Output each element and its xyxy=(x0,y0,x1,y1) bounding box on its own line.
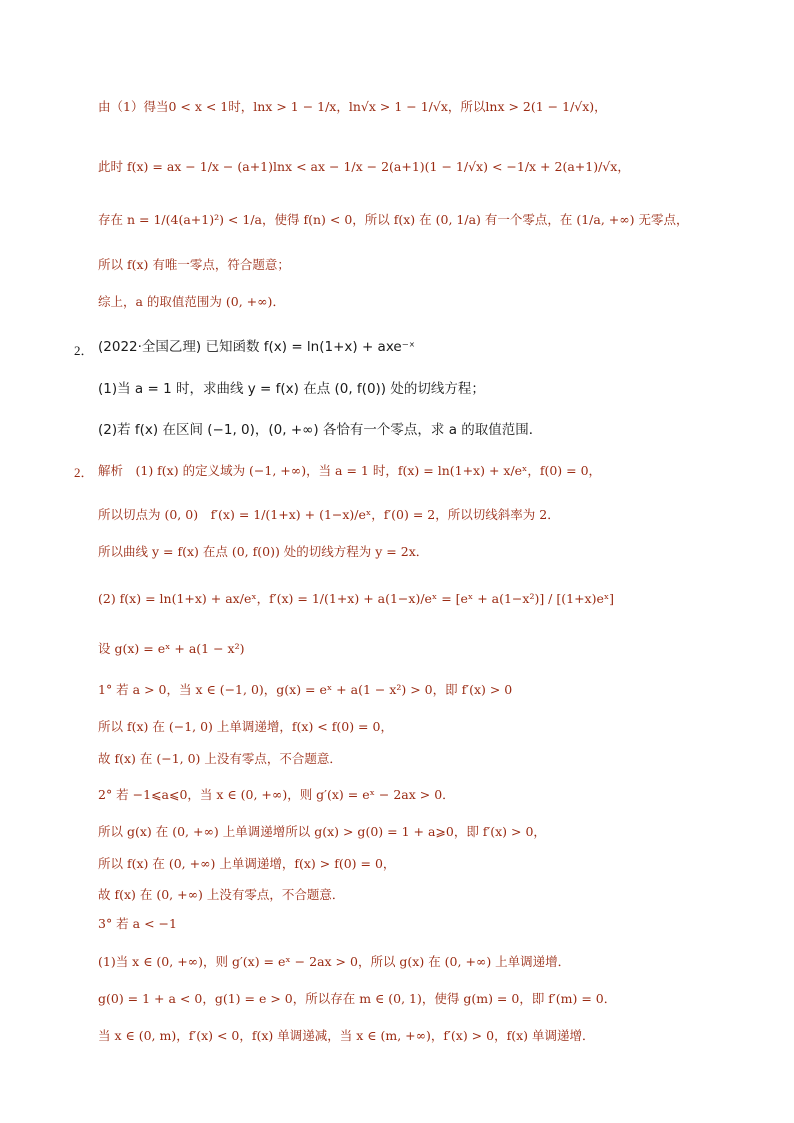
text-line: 所以 f(x) 有唯一零点，符合题意； xyxy=(98,257,290,272)
solution-line: 当 x ∈ (0, m)，f′(x) < 0，f(x) 单调递减，当 x ∈ (m, +∞)，f′(x) > 0，f(x) 单调递增． xyxy=(98,1028,595,1043)
solution-line: 2° 若 −1⩽a⩽0，当 x ∈ (0, +∞)，则 g′(x) = eˣ − 2ax > 0． xyxy=(98,787,455,802)
question-part-1: (1)当 a = 1 时，求曲线 y = f(x) 在点 (0, f(0)) 处的切线方程； xyxy=(98,381,485,397)
solution-line: 所以 g(x) 在 (0, +∞) 上单调递增所以 g(x) > g(0) = 1 + a⩾0，即 f′(x) > 0， xyxy=(98,824,546,839)
solution-line: (1)当 x ∈ (0, +∞)，则 g′(x) = eˣ − 2ax > 0，所以 g(x) 在 (0, +∞) 上单调递增． xyxy=(98,954,571,969)
solution-line: 故 f(x) 在 (0, +∞) 上没有零点，不合题意． xyxy=(98,887,345,902)
solution-line: 设 g(x) = eˣ + a(1 − x²) xyxy=(98,641,245,656)
solution-line: 解析 (1) f(x) 的定义域为 (−1, +∞)，当 a = 1 时，f(x) = ln(1+x) + x/eˣ，f(0) = 0， xyxy=(98,463,602,478)
question-number: 2． xyxy=(74,343,94,358)
solution-line: 所以切点为 (0, 0) f′(x) = 1/(1+x) + (1−x)/eˣ，f′(0) = 2，所以切线斜率为 2． xyxy=(98,507,560,522)
solution-line: 所以 f(x) 在 (0, +∞) 上单调递增，f(x) > f(0) = 0， xyxy=(98,856,396,871)
question-stem: (2022·全国乙理) 已知函数 f(x) = ln(1+x) + axe⁻ˣ xyxy=(98,339,415,355)
solution-line: 1° 若 a > 0，当 x ∈ (−1, 0)，g(x) = eˣ + a(1 − x²) > 0，即 f′(x) > 0 xyxy=(98,682,513,697)
solution-line: 3° 若 a < −1 xyxy=(98,916,177,931)
solution-number: 2． xyxy=(74,465,94,480)
question-part-2: (2)若 f(x) 在区间 (−1, 0)，(0, +∞) 各恰有一个零点，求 a 的取值范围． xyxy=(98,422,543,438)
solution-line: g(0) = 1 + a < 0，g(1) = e > 0，所以存在 m ∈ (0, 1)，使得 g(m) = 0，即 f′(m) = 0． xyxy=(98,991,617,1006)
solution-line: 故 f(x) 在 (−1, 0) 上没有零点，不合题意． xyxy=(98,751,342,766)
solution-line: (2) f(x) = ln(1+x) + ax/eˣ，f′(x) = 1/(1+x) + a(1−x)/eˣ = [eˣ + a(1−x²)] / [(1+x)eˣ] xyxy=(98,591,615,606)
text-line: 综上，a 的取值范围为 (0, +∞)． xyxy=(98,294,285,309)
text-line: 此时 f(x) = ax − 1/x − (a+1)lnx < ax − 1/x − 2(a+1)(1 − 1/√x) < −1/x + 2(a+1)/√x， xyxy=(98,159,630,174)
text-line: 存在 n = 1/(4(a+1)²) < 1/a，使得 f(n) < 0，所以 f(x) 在 (0, 1/a) 有一个零点，在 (1/a, +∞) 无零点， xyxy=(98,212,689,227)
text-line: 由（1）得当0 < x < 1时，lnx > 1 − 1/x，ln√x > 1 − 1/√x，所以lnx > 2(1 − 1/√x)， xyxy=(98,99,607,114)
solution-line: 所以曲线 y = f(x) 在点 (0, f(0)) 处的切线方程为 y = 2x． xyxy=(98,544,429,559)
solution-line: 所以 f(x) 在 (−1, 0) 上单调递增，f(x) < f(0) = 0， xyxy=(98,719,393,734)
